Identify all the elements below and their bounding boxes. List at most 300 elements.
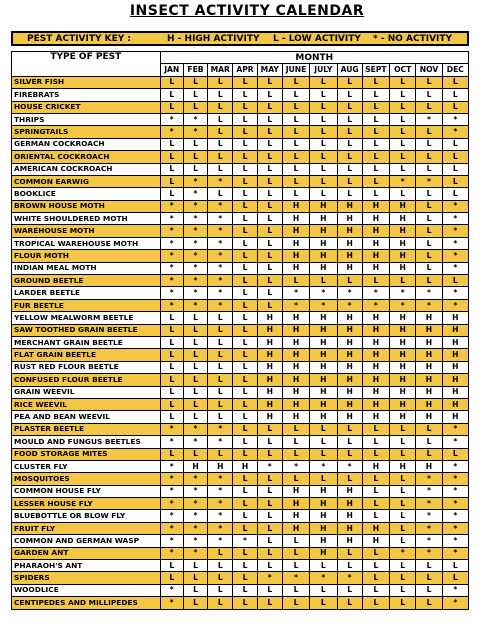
activity-cell: L bbox=[183, 411, 207, 423]
table-row bbox=[12, 312, 469, 324]
activity-cell: H bbox=[282, 312, 309, 324]
activity-cell: L bbox=[160, 398, 183, 410]
activity-cell: H bbox=[310, 324, 337, 336]
pest-name: GERMAN COCKROACH bbox=[12, 138, 161, 150]
activity-cell: L bbox=[233, 126, 257, 138]
activity-cell: L bbox=[337, 76, 362, 88]
activity-cell: L bbox=[233, 597, 257, 609]
activity-cell: L bbox=[390, 275, 416, 287]
activity-cell: L bbox=[233, 436, 257, 448]
activity-cell: H bbox=[310, 361, 337, 373]
activity-cell: L bbox=[257, 299, 282, 311]
activity-cell: * bbox=[183, 213, 207, 225]
activity-cell: * bbox=[160, 126, 183, 138]
activity-cell: L bbox=[183, 312, 207, 324]
activity-cell: L bbox=[390, 436, 416, 448]
activity-cell: * bbox=[310, 572, 337, 584]
activity-cell: * bbox=[282, 460, 309, 472]
activity-cell: L bbox=[282, 113, 309, 125]
activity-cell: H bbox=[442, 312, 468, 324]
activity-cell: * bbox=[442, 113, 468, 125]
activity-cell: H bbox=[337, 324, 362, 336]
table-row bbox=[12, 113, 469, 125]
activity-cell: L bbox=[233, 262, 257, 274]
activity-cell: H bbox=[337, 374, 362, 386]
pest-name: CENTIPEDES AND MILLIPEDES bbox=[12, 597, 161, 609]
activity-cell: L bbox=[310, 584, 337, 596]
activity-cell: H bbox=[310, 411, 337, 423]
activity-cell: H bbox=[310, 213, 337, 225]
activity-cell: H bbox=[282, 250, 309, 262]
activity-cell: L bbox=[257, 584, 282, 596]
activity-cell: * bbox=[160, 113, 183, 125]
activity-cell: L bbox=[362, 151, 389, 163]
activity-cell: H bbox=[390, 200, 416, 212]
activity-cell: H bbox=[310, 374, 337, 386]
activity-cell: H bbox=[362, 324, 389, 336]
activity-cell: * bbox=[183, 473, 207, 485]
activity-cell: * bbox=[160, 436, 183, 448]
pest-name: THRIPS bbox=[12, 113, 161, 125]
activity-cell: L bbox=[208, 336, 233, 348]
activity-cell: L bbox=[160, 163, 183, 175]
activity-cell: H bbox=[362, 361, 389, 373]
activity-cell: L bbox=[362, 510, 389, 522]
activity-cell: L bbox=[442, 188, 468, 200]
activity-cell: L bbox=[160, 349, 183, 361]
activity-cell: L bbox=[416, 213, 442, 225]
activity-cell: L bbox=[390, 522, 416, 534]
pest-name: MOSQUITOES bbox=[12, 473, 161, 485]
activity-cell: H bbox=[337, 200, 362, 212]
pest-name: BLUEBOTTLE OR BLOW FLY bbox=[12, 510, 161, 522]
activity-cell: * bbox=[208, 299, 233, 311]
activity-cell: * bbox=[390, 299, 416, 311]
activity-cell: H bbox=[282, 361, 309, 373]
activity-cell: H bbox=[282, 349, 309, 361]
activity-cell: H bbox=[390, 460, 416, 472]
activity-cell: * bbox=[183, 113, 207, 125]
activity-cell: * bbox=[160, 535, 183, 547]
activity-cell: * bbox=[183, 275, 207, 287]
activity-cell: L bbox=[442, 138, 468, 150]
activity-cell: L bbox=[337, 163, 362, 175]
activity-cell: L bbox=[416, 448, 442, 460]
activity-cell: L bbox=[337, 473, 362, 485]
activity-cell: * bbox=[337, 299, 362, 311]
activity-cell: L bbox=[233, 510, 257, 522]
activity-cell: L bbox=[362, 498, 389, 510]
activity-cell: L bbox=[233, 374, 257, 386]
activity-cell: L bbox=[160, 76, 183, 88]
activity-cell: H bbox=[362, 237, 389, 249]
activity-cell: L bbox=[282, 89, 309, 101]
activity-cell: * bbox=[282, 299, 309, 311]
activity-cell: * bbox=[390, 287, 416, 299]
table-row bbox=[12, 188, 469, 200]
activity-cell: L bbox=[416, 151, 442, 163]
activity-cell: H bbox=[337, 522, 362, 534]
activity-cell: * bbox=[337, 287, 362, 299]
activity-cell: H bbox=[337, 535, 362, 547]
activity-cell: H bbox=[310, 237, 337, 249]
activity-cell: L bbox=[390, 535, 416, 547]
activity-cell: L bbox=[257, 126, 282, 138]
activity-cell: * bbox=[208, 262, 233, 274]
activity-cell: L bbox=[416, 436, 442, 448]
month-header: AUG bbox=[337, 64, 362, 76]
activity-cell: L bbox=[257, 175, 282, 187]
activity-cell: L bbox=[160, 175, 183, 187]
activity-cell: L bbox=[362, 597, 389, 609]
activity-cell: L bbox=[233, 287, 257, 299]
activity-cell: L bbox=[233, 560, 257, 572]
table-row bbox=[12, 126, 469, 138]
activity-cell: * bbox=[160, 275, 183, 287]
activity-cell: L bbox=[257, 151, 282, 163]
activity-cell: L bbox=[183, 89, 207, 101]
activity-cell: H bbox=[310, 386, 337, 398]
activity-cell: H bbox=[390, 324, 416, 336]
activity-cell: L bbox=[160, 151, 183, 163]
activity-cell: L bbox=[160, 374, 183, 386]
activity-cell: H bbox=[257, 312, 282, 324]
table-row bbox=[12, 423, 469, 435]
activity-cell: * bbox=[183, 498, 207, 510]
activity-cell: L bbox=[442, 275, 468, 287]
activity-cell: * bbox=[442, 250, 468, 262]
activity-cell: L bbox=[257, 101, 282, 113]
activity-cell: L bbox=[208, 386, 233, 398]
activity-cell: L bbox=[233, 200, 257, 212]
activity-cell: L bbox=[257, 225, 282, 237]
activity-cell: L bbox=[233, 225, 257, 237]
activity-cell: L bbox=[362, 175, 389, 187]
activity-cell: L bbox=[257, 250, 282, 262]
activity-cell: L bbox=[390, 138, 416, 150]
pest-name: PLASTER BEETLE bbox=[12, 423, 161, 435]
activity-cell: L bbox=[390, 101, 416, 113]
pest-name: SAW TOOTHED GRAIN BEETLE bbox=[12, 324, 161, 336]
table-row bbox=[12, 547, 469, 559]
activity-cell: H bbox=[208, 460, 233, 472]
activity-cell: H bbox=[310, 250, 337, 262]
activity-cell: L bbox=[160, 386, 183, 398]
activity-cell: L bbox=[208, 349, 233, 361]
pest-name: CONFUSED FLOUR BEETLE bbox=[12, 374, 161, 386]
table-row bbox=[12, 163, 469, 175]
pest-name: LARDER BEETLE bbox=[12, 287, 161, 299]
activity-cell: * bbox=[442, 200, 468, 212]
activity-cell: L bbox=[257, 597, 282, 609]
activity-cell: * bbox=[208, 510, 233, 522]
activity-cell: * bbox=[416, 287, 442, 299]
activity-cell: L bbox=[416, 597, 442, 609]
activity-cell: L bbox=[310, 101, 337, 113]
activity-cell: L bbox=[257, 163, 282, 175]
activity-cell: L bbox=[233, 398, 257, 410]
activity-cell: L bbox=[416, 237, 442, 249]
activity-cell: * bbox=[183, 262, 207, 274]
activity-cell: L bbox=[362, 163, 389, 175]
activity-cell: * bbox=[310, 287, 337, 299]
activity-cell: * bbox=[183, 200, 207, 212]
activity-cell: H bbox=[337, 225, 362, 237]
activity-cell: L bbox=[310, 597, 337, 609]
activity-cell: * bbox=[183, 250, 207, 262]
activity-cell: L bbox=[208, 448, 233, 460]
activity-cell: L bbox=[390, 560, 416, 572]
activity-cell: L bbox=[337, 584, 362, 596]
table-row bbox=[12, 299, 469, 311]
activity-cell: * bbox=[282, 287, 309, 299]
activity-cell: L bbox=[310, 560, 337, 572]
table-row bbox=[12, 498, 469, 510]
activity-cell: L bbox=[362, 101, 389, 113]
activity-cell: L bbox=[442, 175, 468, 187]
activity-cell: L bbox=[208, 560, 233, 572]
activity-cell: H bbox=[390, 237, 416, 249]
activity-cell: H bbox=[362, 250, 389, 262]
table-row bbox=[12, 411, 469, 423]
pest-name: RUST RED FLOUR BEETLE bbox=[12, 361, 161, 373]
activity-cell: L bbox=[337, 547, 362, 559]
activity-cell: * bbox=[183, 436, 207, 448]
pest-name: COMMON EARWIG bbox=[12, 175, 161, 187]
activity-cell: L bbox=[183, 448, 207, 460]
pest-name: FIREBRATS bbox=[12, 89, 161, 101]
activity-cell: L bbox=[310, 89, 337, 101]
activity-cell: L bbox=[183, 151, 207, 163]
activity-cell: * bbox=[160, 460, 183, 472]
activity-cell: L bbox=[233, 175, 257, 187]
activity-cell: L bbox=[310, 76, 337, 88]
activity-cell: H bbox=[442, 398, 468, 410]
activity-cell: * bbox=[416, 498, 442, 510]
activity-cell: H bbox=[442, 361, 468, 373]
activity-cell: * bbox=[442, 213, 468, 225]
activity-cell: L bbox=[416, 89, 442, 101]
key-label: PEST ACTIVITY KEY : bbox=[27, 33, 132, 44]
activity-cell: L bbox=[416, 163, 442, 175]
activity-cell: H bbox=[282, 498, 309, 510]
activity-cell: L bbox=[362, 275, 389, 287]
activity-cell: H bbox=[337, 213, 362, 225]
activity-cell: H bbox=[337, 498, 362, 510]
activity-cell: * bbox=[160, 299, 183, 311]
table-row bbox=[12, 584, 469, 596]
key-low: L - LOW ACTIVITY bbox=[273, 33, 361, 44]
activity-cell: L bbox=[160, 324, 183, 336]
activity-cell: * bbox=[160, 510, 183, 522]
activity-cell: * bbox=[442, 547, 468, 559]
activity-cell: L bbox=[257, 522, 282, 534]
pest-name: LESSER HOUSE FLY bbox=[12, 498, 161, 510]
activity-cell: H bbox=[416, 349, 442, 361]
activity-cell: H bbox=[310, 349, 337, 361]
activity-cell: L bbox=[337, 113, 362, 125]
activity-cell: H bbox=[310, 535, 337, 547]
activity-cell: * bbox=[257, 460, 282, 472]
activity-cell: H bbox=[442, 336, 468, 348]
activity-cell: L bbox=[233, 473, 257, 485]
activity-cell: * bbox=[183, 423, 207, 435]
activity-cell: H bbox=[282, 262, 309, 274]
activity-cell: H bbox=[337, 361, 362, 373]
activity-cell: L bbox=[362, 423, 389, 435]
activity-cell: L bbox=[390, 584, 416, 596]
activity-cell: L bbox=[233, 584, 257, 596]
activity-cell: L bbox=[362, 436, 389, 448]
activity-cell: H bbox=[282, 386, 309, 398]
activity-cell: * bbox=[442, 423, 468, 435]
activity-cell: * bbox=[183, 547, 207, 559]
activity-cell: * bbox=[442, 597, 468, 609]
activity-cell: L bbox=[257, 275, 282, 287]
activity-cell: L bbox=[416, 572, 442, 584]
pest-name: MOULD AND FUNGUS BEETLES bbox=[12, 436, 161, 448]
pest-name: PHARAOH'S ANT bbox=[12, 560, 161, 572]
activity-table bbox=[11, 51, 469, 610]
table-row bbox=[12, 386, 469, 398]
activity-cell: L bbox=[337, 423, 362, 435]
activity-cell: L bbox=[233, 349, 257, 361]
activity-cell: H bbox=[282, 336, 309, 348]
activity-cell: L bbox=[160, 411, 183, 423]
activity-cell: L bbox=[310, 126, 337, 138]
activity-cell: L bbox=[282, 560, 309, 572]
activity-cell: L bbox=[257, 535, 282, 547]
table-row bbox=[12, 510, 469, 522]
activity-cell: L bbox=[208, 138, 233, 150]
table-row bbox=[12, 398, 469, 410]
activity-cell: * bbox=[208, 213, 233, 225]
activity-cell: L bbox=[362, 89, 389, 101]
activity-cell: H bbox=[310, 398, 337, 410]
activity-cell: L bbox=[233, 448, 257, 460]
activity-cell: L bbox=[208, 361, 233, 373]
month-header: MAY bbox=[257, 64, 282, 76]
activity-cell: L bbox=[233, 138, 257, 150]
activity-cell: L bbox=[416, 76, 442, 88]
activity-cell: * bbox=[416, 175, 442, 187]
activity-cell: * bbox=[208, 287, 233, 299]
activity-cell: L bbox=[183, 560, 207, 572]
activity-cell: L bbox=[390, 163, 416, 175]
table-row bbox=[12, 76, 469, 88]
activity-cell: H bbox=[362, 262, 389, 274]
table-row bbox=[12, 175, 469, 187]
table-row bbox=[12, 572, 469, 584]
activity-cell: L bbox=[257, 473, 282, 485]
activity-cell: L bbox=[233, 336, 257, 348]
table-row bbox=[12, 336, 469, 348]
pest-name: FLOUR MOTH bbox=[12, 250, 161, 262]
activity-cell: L bbox=[442, 560, 468, 572]
activity-cell: L bbox=[282, 163, 309, 175]
activity-cell: L bbox=[416, 138, 442, 150]
activity-cell: * bbox=[208, 436, 233, 448]
activity-cell: L bbox=[183, 324, 207, 336]
activity-cell: L bbox=[257, 448, 282, 460]
activity-cell: L bbox=[183, 76, 207, 88]
activity-cell: * bbox=[208, 200, 233, 212]
activity-cell: H bbox=[337, 250, 362, 262]
activity-cell: H bbox=[257, 398, 282, 410]
activity-cell: L bbox=[160, 188, 183, 200]
activity-cell: H bbox=[390, 361, 416, 373]
activity-cell: * bbox=[208, 485, 233, 497]
month-header: JULY bbox=[310, 64, 337, 76]
activity-cell: H bbox=[310, 547, 337, 559]
activity-cell: L bbox=[362, 560, 389, 572]
table-row bbox=[12, 237, 469, 249]
activity-cell: L bbox=[310, 175, 337, 187]
activity-cell: L bbox=[233, 522, 257, 534]
activity-cell: H bbox=[362, 312, 389, 324]
activity-cell: H bbox=[257, 361, 282, 373]
activity-cell: H bbox=[257, 374, 282, 386]
activity-cell: L bbox=[233, 547, 257, 559]
activity-cell: L bbox=[337, 126, 362, 138]
activity-cell: L bbox=[183, 163, 207, 175]
activity-cell: * bbox=[160, 200, 183, 212]
activity-cell: * bbox=[208, 473, 233, 485]
activity-cell: L bbox=[208, 163, 233, 175]
pest-name: YELLOW MEALWORM BEETLE bbox=[12, 312, 161, 324]
activity-cell: L bbox=[233, 411, 257, 423]
activity-cell: H bbox=[282, 213, 309, 225]
activity-cell: L bbox=[362, 138, 389, 150]
activity-cell: * bbox=[160, 262, 183, 274]
activity-cell: L bbox=[183, 101, 207, 113]
activity-cell: L bbox=[442, 101, 468, 113]
table-row bbox=[12, 522, 469, 534]
activity-cell: L bbox=[390, 188, 416, 200]
activity-cell: * bbox=[160, 237, 183, 249]
activity-cell: H bbox=[362, 460, 389, 472]
activity-cell: H bbox=[337, 398, 362, 410]
activity-cell: L bbox=[257, 262, 282, 274]
activity-cell: * bbox=[208, 423, 233, 435]
activity-cell: L bbox=[233, 498, 257, 510]
table-body bbox=[12, 76, 469, 609]
pest-name: SPIDERS bbox=[12, 572, 161, 584]
table-row bbox=[12, 225, 469, 237]
activity-cell: * bbox=[442, 262, 468, 274]
header-type-of-pest: TYPE OF PEST bbox=[12, 52, 161, 77]
table-row bbox=[12, 597, 469, 609]
activity-cell: L bbox=[233, 163, 257, 175]
pest-name: HOUSE CRICKET bbox=[12, 101, 161, 113]
activity-cell: L bbox=[233, 386, 257, 398]
activity-cell: H bbox=[337, 485, 362, 497]
activity-cell: L bbox=[233, 101, 257, 113]
activity-cell: L bbox=[208, 312, 233, 324]
table-row bbox=[12, 213, 469, 225]
activity-cell: L bbox=[257, 560, 282, 572]
activity-cell: L bbox=[233, 423, 257, 435]
activity-cell: L bbox=[208, 584, 233, 596]
activity-cell: L bbox=[282, 275, 309, 287]
activity-cell: H bbox=[183, 460, 207, 472]
activity-cell: L bbox=[310, 151, 337, 163]
activity-cell: L bbox=[257, 510, 282, 522]
activity-cell: H bbox=[337, 237, 362, 249]
month-header: SEPT bbox=[362, 64, 389, 76]
activity-cell: L bbox=[183, 386, 207, 398]
activity-cell: H bbox=[337, 349, 362, 361]
